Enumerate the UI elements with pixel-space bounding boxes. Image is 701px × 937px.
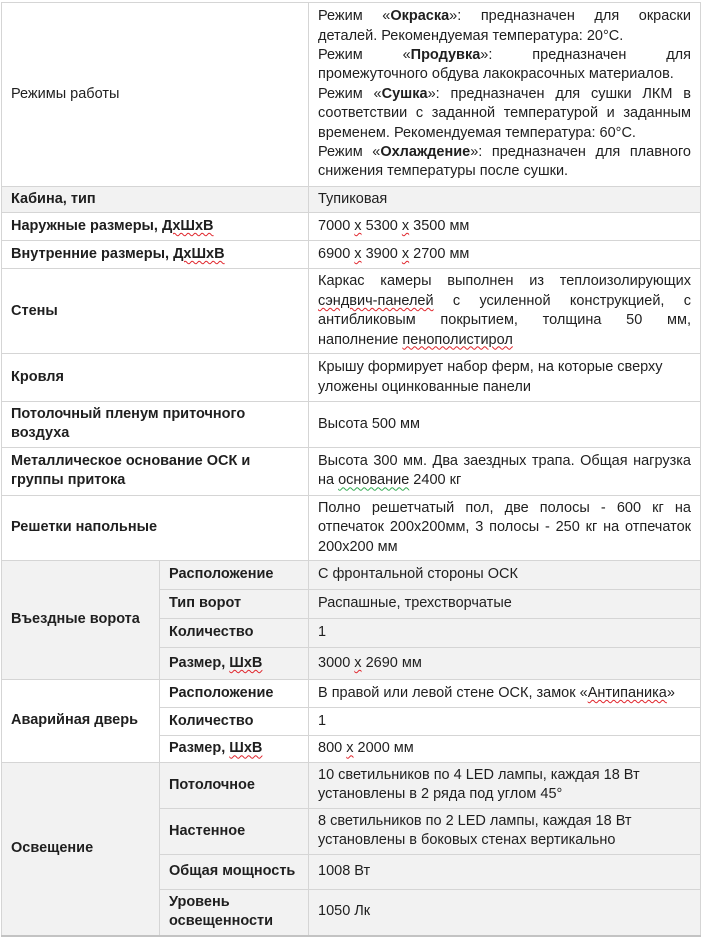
spec-subname (160, 736, 309, 763)
row-emergency-door-location (2, 680, 701, 708)
mode-paragraph (318, 143, 691, 182)
mode-name: Охлаждение (380, 144, 471, 161)
spec-name: Металлическое основание ОСК и группы притока (2, 447, 309, 495)
row-inner-dimensions (2, 241, 701, 269)
spec-subname: Уровень освещенности (160, 889, 309, 935)
misspelled-word: x (354, 218, 362, 235)
misspelled-word: ДхШхВ (162, 218, 214, 235)
spec-subname: Расположение (160, 680, 309, 708)
spec-value: 1 (309, 708, 701, 736)
misspelled-word: x (401, 246, 410, 263)
value-text: 2400 кг (409, 472, 462, 489)
value-text: 7000 (318, 218, 355, 235)
spec-value (309, 3, 701, 187)
misspelled-word: пенополистирол (402, 331, 513, 348)
value-text: Высота 300 мм. Два заездных трапа. Общая нагрузка на (318, 452, 691, 489)
mode-text: Режим « (318, 85, 382, 102)
spec-name: Кровля (2, 354, 309, 402)
row-cabin-type (2, 187, 701, 213)
spec-value (309, 447, 701, 495)
value-text: 3000 (318, 654, 355, 671)
spec-value: Полно решетчатый пол, две полосы - 600 кг на отпечаток 200х200мм, 3 полосы - 250 кг на отпечаток 200х200 мм (309, 495, 701, 560)
spec-group-name: Въездные ворота (2, 561, 160, 680)
row-entry-gates-location (2, 561, 701, 590)
grammar-flagged-word: основание (338, 472, 410, 489)
spec-name (2, 213, 309, 241)
misspelled-word: x (354, 654, 362, 671)
misspelled-word: Антипаника (587, 684, 667, 701)
row-metal-base (2, 447, 701, 495)
misspelled-word: x (354, 246, 362, 263)
spec-subname: Расположение (160, 561, 309, 590)
mode-text: Режим « (318, 8, 391, 25)
spec-value (309, 241, 701, 269)
value-text: В правой или левой стене ОСК, замок « (318, 684, 588, 701)
label-text: Размер, (169, 740, 230, 757)
row-outer-dimensions (2, 213, 701, 241)
mode-text: »: предназначен для промежуточного обдува лакокрасочных материалов. (318, 46, 691, 83)
spec-value: Высота 500 мм (309, 402, 701, 448)
spec-value: 1 (309, 619, 701, 648)
spec-value: Тупиковая (309, 187, 701, 213)
spec-name: Режимы работы (2, 3, 309, 187)
mode-paragraph (318, 85, 691, 143)
label-text: Наружные размеры, (11, 218, 162, 235)
misspelled-word: ДхШхВ (173, 246, 225, 263)
spec-subname (160, 648, 309, 680)
mode-text: Режим « (318, 144, 381, 161)
spec-subname: Настенное (160, 808, 309, 854)
spec-value: Крышу формирует набор ферм, на которые сверху уложены оцинкованные панели (309, 354, 701, 402)
spec-value: 8 светильников по 2 LED лампы, каждая 18 Вт установлены в боковых стенах вертикально (309, 808, 701, 854)
value-text: 800 (318, 740, 347, 757)
label-text: Размер, (169, 654, 230, 671)
mode-paragraph (318, 46, 691, 85)
spec-name: Решетки напольные (2, 495, 309, 560)
spec-subname: Количество (160, 708, 309, 736)
mode-text: »: предназначен для окраски деталей. Рекомендуемая температура: 20°С. (318, 8, 691, 44)
value-text: 2690 мм (361, 654, 422, 671)
spec-subname: Тип ворот (160, 590, 309, 619)
spec-subname: Общая мощность (160, 854, 309, 889)
spec-value: 10 светильников по 4 LED лампы, каждая 18 Вт установлены в 2 ряда под углом 45° (309, 763, 701, 809)
spec-value: 1050 Лк (309, 889, 701, 935)
label-text: Внутренние размеры, (11, 246, 174, 263)
spec-subname: Потолочное (160, 763, 309, 809)
spec-table (1, 2, 701, 937)
misspelled-word: x (346, 740, 354, 757)
value-text: 2700 мм (409, 246, 470, 263)
value-text: 2000 мм (353, 740, 414, 757)
misspelled-word: сэндвич-панелей (318, 292, 434, 309)
spec-value (309, 213, 701, 241)
misspelled-word: x (401, 218, 410, 235)
mode-text: Режим « (318, 46, 411, 63)
spec-value: 1008 Вт (309, 854, 701, 889)
spec-name: Стены (2, 269, 309, 354)
spec-subname: Количество (160, 619, 309, 648)
mode-name: Сушка (381, 85, 428, 102)
value-text: 3500 мм (409, 218, 470, 235)
mode-name: Окраска (390, 8, 450, 25)
value-text: Каркас камеры выполнен из теплоизолирующих (318, 273, 691, 290)
spec-name: Кабина, тип (2, 187, 309, 213)
value-text: 6900 (318, 246, 355, 263)
spec-value (309, 648, 701, 680)
misspelled-word: ШхВ (229, 654, 263, 671)
spec-group-name: Освещение (2, 763, 160, 936)
mode-text: »: предназначен для плавного снижения температуры после сушки. (318, 144, 692, 180)
spec-value: С фронтальной стороны ОСК (309, 561, 701, 590)
spec-value (309, 269, 701, 354)
row-roof (2, 354, 701, 402)
spec-name (2, 241, 309, 269)
spec-value: Распашные, трехстворчатые (309, 590, 701, 619)
row-lighting-ceiling (2, 763, 701, 809)
value-text: с усиленной конструкцией, с антибликовым покрытием, толщина 50 мм, наполнение (318, 292, 691, 348)
value-text: 3900 (361, 246, 402, 263)
spec-value (309, 680, 701, 708)
value-text: » (666, 684, 675, 701)
row-operating-modes (2, 3, 701, 187)
mode-text: »: предназначен для сушки ЛКМ в соответствии с заданной температурой и заданным временем. Рекомендуемая температура: 60°С. (318, 85, 691, 141)
spec-group-name: Аварийная дверь (2, 680, 160, 763)
mode-name: Продувка (410, 46, 481, 63)
spec-value (309, 736, 701, 763)
spec-name: Потолочный пленум приточного воздуха (2, 402, 309, 448)
mode-paragraph (318, 7, 691, 46)
misspelled-word: ШхВ (229, 740, 263, 757)
row-floor-grates (2, 495, 701, 560)
value-text: 5300 (361, 218, 402, 235)
row-ceiling-plenum (2, 402, 701, 448)
row-walls (2, 269, 701, 354)
